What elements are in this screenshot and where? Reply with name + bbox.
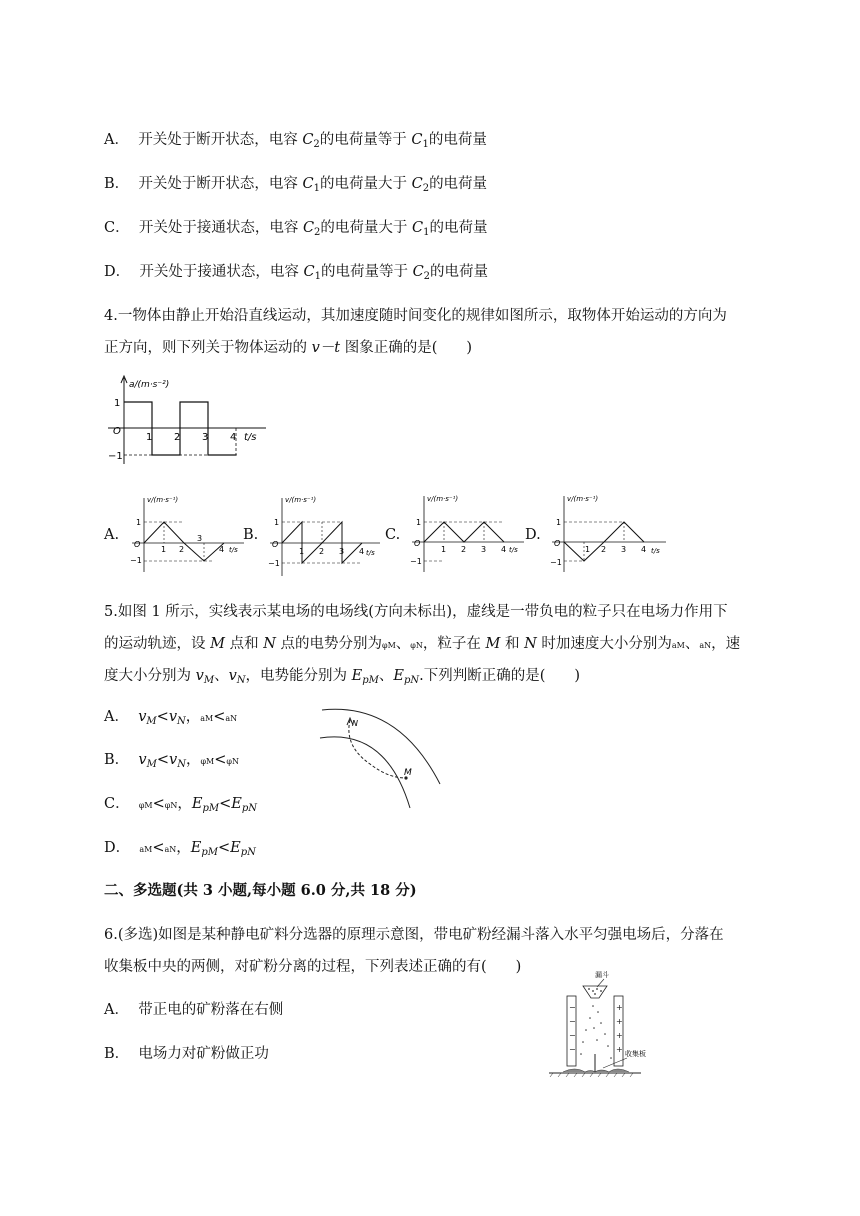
svg-text:−: − (569, 1017, 576, 1026)
q3-option-c: C． 开关处于接通状态，电容 $C_2$的电荷量大于 $C_1$的电荷量 (104, 220, 488, 238)
q3-option-a: A． 开关处于断开状态，电容 $C_2$的电荷量等于 $C_1$的电荷量 (104, 132, 487, 150)
svg-text:−: − (569, 1003, 576, 1012)
q6-option-b[interactable]: B． 电场力对矿粉做正功 (104, 1046, 269, 1062)
svg-text:−1: −1 (130, 556, 142, 565)
svg-text:t/s: t/s (651, 547, 660, 555)
q5-stem-line-1: 5.如图 1 所示，实线表示某电场的电场线(方向未标出)，虚线是一带负电的粒子只在电场力作用下 (104, 604, 728, 620)
y-tick-minus-1: −1 (108, 451, 123, 462)
svg-text:4: 4 (219, 545, 225, 554)
svg-text:O: O (554, 539, 561, 548)
svg-text:3: 3 (197, 534, 203, 543)
svg-text:1: 1 (441, 545, 447, 554)
q4-option-d-label[interactable]: D. (525, 527, 541, 543)
svg-text:1: 1 (299, 547, 305, 556)
a-axis-label: a/(m·s⁻²) (129, 380, 170, 390)
q4-option-c-graph[interactable] (404, 492, 529, 574)
svg-text:t/s: t/s (509, 546, 518, 554)
svg-text:O: O (134, 540, 141, 549)
q4-stem-line-1: 4.一物体由静止开始沿直线运动，其加速度随时间变化的规律如图所示，取物体开始运动的方向为 (104, 308, 727, 324)
q4-option-a-label[interactable]: A. (104, 527, 120, 543)
svg-text:t/s: t/s (366, 549, 375, 557)
svg-text:2: 2 (319, 547, 325, 556)
svg-text:−: − (569, 1031, 576, 1040)
svg-text:3: 3 (621, 545, 627, 554)
svg-text:−1: −1 (550, 558, 562, 567)
svg-text:4: 4 (641, 545, 647, 554)
svg-text:O: O (414, 539, 421, 548)
svg-text:4: 4 (359, 547, 365, 556)
svg-text:2: 2 (179, 545, 185, 554)
q3-option-b: B． 开关处于断开状态，电容 $C_1$的电荷量大于 $C_2$的电荷量 (104, 176, 488, 194)
x-tick-3: 3 (202, 432, 209, 443)
x-tick-1: 1 (146, 432, 153, 443)
svg-text:v/(m·s⁻¹): v/(m·s⁻¹) (147, 496, 179, 504)
q4-option-b-label[interactable]: B. (243, 527, 259, 543)
t-axis-label: t/s (244, 432, 257, 443)
collector-plate-label: 收集板 (625, 1050, 646, 1058)
q4-stem-line-2: 正方向，则下列关于物体运动的 v－t 图象正确的是( ) (104, 340, 473, 356)
q5-option-a[interactable]: A． $v_M<v_N$，aM<aN (104, 709, 238, 727)
q4-option-a-graph[interactable] (124, 492, 254, 574)
svg-text:O: O (272, 540, 279, 549)
electric-field-figure (318, 700, 448, 812)
q5-option-c[interactable]: C． φM<φN，$E_{pM}<E_{pN}$ (104, 796, 258, 814)
svg-text:1: 1 (556, 518, 562, 527)
svg-text:v/(m·s⁻¹): v/(m·s⁻¹) (567, 495, 599, 503)
point-m-label: M (404, 768, 412, 778)
ore-separator-figure (545, 968, 665, 1086)
q6-stem-line-1: 6.(多选)如图是某种静电矿料分选器的原理示意图，带电矿粉经漏斗落入水平匀强电场后，分落在 (104, 927, 724, 943)
q4-option-c-label[interactable]: C. (385, 527, 401, 543)
acceleration-time-graph (104, 374, 274, 468)
svg-text:+: + (616, 1003, 623, 1012)
origin-label: O (113, 426, 121, 437)
q5-option-d[interactable]: D． aM<aN，$E_{pM}<E_{pN}$ (104, 840, 256, 858)
q5-option-b[interactable]: B． $v_M<v_N$，φM<φN (104, 752, 239, 770)
point-n-label: N (352, 719, 358, 728)
q5-stem-line-2: 的运动轨迹，设 M 点和 N 点的电势分别为φM、φN，粒子在 M 和 N 时加速度大小分别为aM、aN，速 (104, 636, 741, 652)
q4-option-b-graph[interactable] (262, 492, 387, 578)
svg-text:t/s: t/s (229, 546, 238, 554)
q4-option-d-graph[interactable] (544, 492, 672, 574)
svg-text:+: + (616, 1045, 623, 1054)
svg-text:1: 1 (274, 518, 280, 527)
svg-text:4: 4 (501, 545, 507, 554)
svg-text:+: + (616, 1017, 623, 1026)
svg-text:1: 1 (416, 518, 422, 527)
x-tick-2: 2 (174, 432, 181, 443)
q6-option-a[interactable]: A． 带正电的矿粉落在右侧 (104, 1002, 284, 1018)
x-tick-4: 4 (230, 432, 237, 443)
q3-option-d: D． 开关处于接通状态，电容 $C_1$的电荷量等于 $C_2$的电荷量 (104, 264, 489, 282)
svg-text:+: + (616, 1031, 623, 1040)
svg-text:1: 1 (161, 545, 167, 554)
svg-text:−1: −1 (410, 557, 422, 566)
svg-text:2: 2 (461, 545, 467, 554)
svg-text:−: − (569, 1045, 576, 1054)
svg-text:3: 3 (339, 547, 345, 556)
svg-text:−1: −1 (268, 559, 280, 568)
svg-text:v/(m·s⁻¹): v/(m·s⁻¹) (285, 496, 317, 504)
section-heading: 二、多选题(共 3 小题,每小题 6.0 分,共 18 分) (104, 882, 417, 899)
svg-text:v/(m·s⁻¹): v/(m·s⁻¹) (427, 495, 459, 503)
q5-stem-line-3: 度大小分别为 $v_M$、$v_N$，电势能分别为 $E_{pM}$、$E_{pN}$.下列判断正确的是( ) (104, 668, 581, 686)
svg-text:3: 3 (481, 545, 487, 554)
svg-text:1: 1 (585, 545, 591, 554)
q6-stem-line-2: 收集板中央的两侧，对矿粉分离的过程，下列表述正确的有( ) (104, 959, 522, 975)
svg-text:2: 2 (601, 545, 607, 554)
y-tick-1: 1 (114, 398, 121, 409)
svg-text:1: 1 (136, 518, 142, 527)
funnel-label: 漏斗 (595, 971, 609, 979)
